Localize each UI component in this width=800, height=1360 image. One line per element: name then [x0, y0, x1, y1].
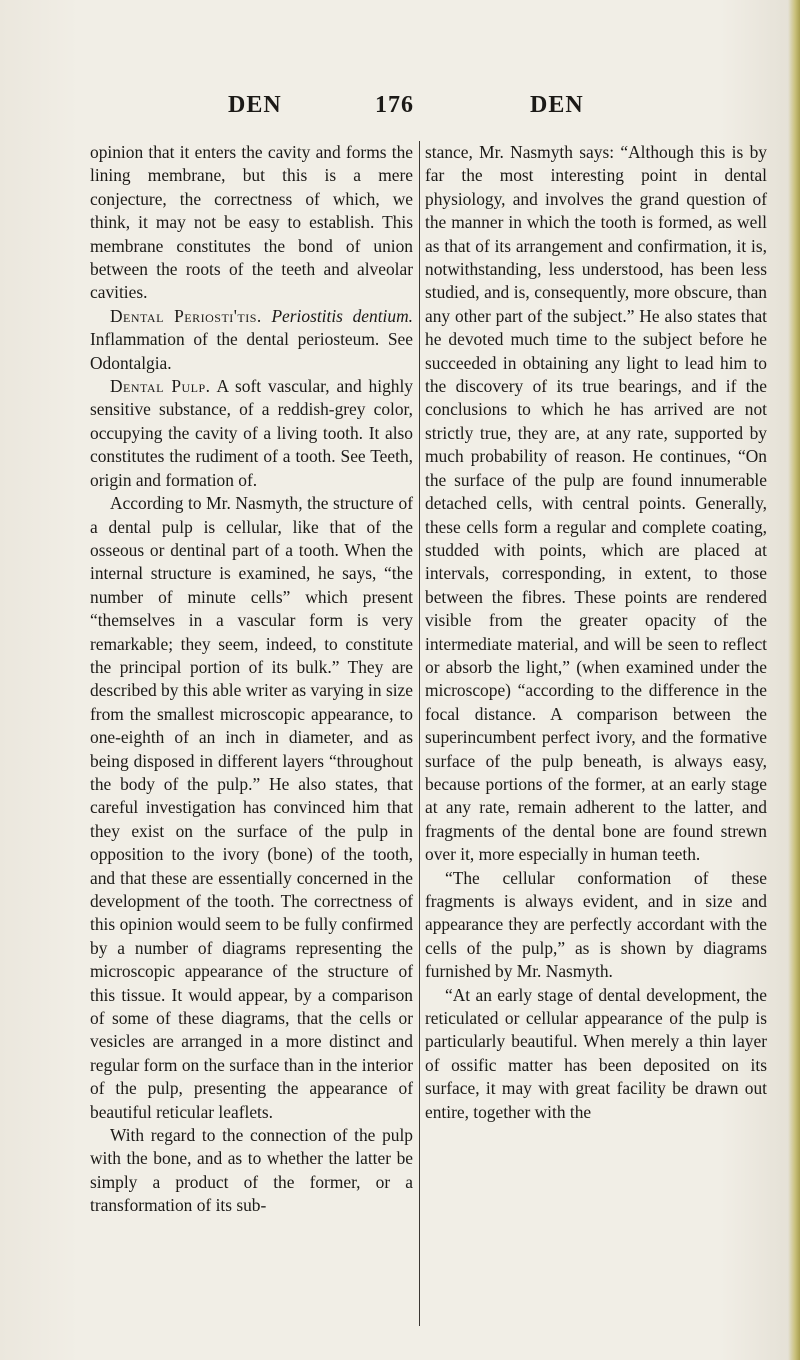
header-right-word: DEN	[530, 92, 584, 118]
paragraph-continuation: stance, Mr. Nasmyth says: “Although this is by far the most interesting point in dental physiology, and involves the grand question of the manner in which the tooth is formed, as well as that of its arrangement and confirmation, it is, notwithstanding, less understood, has been less studied, and is, consequently, more obscure, than any other part of the subject.” He also states that he devoted much time to the subject before he succeeded in obtaining any light to lead him to the discovery of its true bearings, and if the conclusions to which he has arrived are not strictly true, they are, at any rate, supported by much probability of reason. He continues, “On the surface of the pulp are found innumerable detached cells, with central points. Generally, these cells form a regular and complete coating, studded with points, which are placed at intervals, corresponding, in extent, to those between the fibres. These points are rendered visible from the greater opacity of the intermediate material, and will be seen to reflect or absorb the light,” (when examined under the microscope) “according to the difference in the focal distance. A comparison between the superincumbent perfect ivory, and the formative surface of the pulp beneath, is always easy, because portions of the former, at an early stage at any rate, remain adherent to the latter, and fragments of the dental bone are found strewn over it, more especially in human teeth.	[425, 142, 767, 865]
entry-latin-name: Periostitis dentium.	[271, 305, 413, 326]
entry-headword: Dental Periosti'tis.	[110, 305, 262, 326]
paragraph-cellular-conformation: “The cellular conformation of these fragments is always evident, and in size and appearance they are perfectly accordant with the cells of the pulp,” as is shown by diagrams furnished by Mr. Nasmyth.	[425, 867, 767, 982]
page-edge	[788, 0, 800, 1360]
paragraph-continuation: opinion that it enters the cavity and forms the lining membrane, but this is a mere conjecture, the correctness of which, we think, it may not be easy to establish. This membrane constitutes the bond of union between the roots of the teeth and alveolar cavities.	[90, 142, 413, 303]
entry-headword: Dental Pulp.	[110, 376, 211, 397]
paragraph-early-stage: “At an early stage of dental development, the reticulated or cellular appearance of the pulp is particularly beautiful. When merely a thin layer of ossific matter has been deposited on its surface, it may with great facility be drawn out entire, together with the	[425, 984, 767, 1122]
page-number: 176	[375, 92, 414, 118]
left-column	[90, 141, 413, 1218]
paragraph-nasmyth-structure: According to Mr. Nasmyth, the structure of a dental pulp is cellular, like that of the osseous or dentinal part of a tooth. When the internal structure is examined, he says, “the number of minute cells” which present “themselves in a vascular form is very remarkable; they seem, indeed, to constitute the principal portion of its bulk.” They are described by this able writer as varying in size from the smallest microscopic appearance, to one-eighth of an inch in diameter, and as being disposed in different layers “throughout the body of the pulp.” He also states, that careful investigation has convinced him that they exist on the surface of the pulp in opposition to the ivory (bone) of the tooth, and that these are essentially concerned in the development of the tooth. The correctness of this opinion would seem to be fully confirmed by a number of diagrams representing the microscopic appearance of the structure of this tissue. It would appear, by a comparison of some of these diagrams, that the cells or vesicles are arranged in a more distinct and regular form on the surface than in the interior of the pulp, presenting the appearance of beautiful reticular leaflets.	[90, 493, 413, 1122]
right-column	[425, 141, 767, 1124]
header-left-word: DEN	[228, 92, 282, 118]
entry-dental-pulp	[90, 375, 413, 492]
entry-definition: A soft vascular, and highly sensitive substance, of a reddish-grey color, occupying the cavity of a living tooth. It also constitutes the rudiment of a tooth. See Teeth, origin and formation of.	[90, 376, 413, 490]
paragraph-pulp-connection: With regard to the connection of the pulp with the bone, and as to whether the latter be simply a product of the former, or a transformation of its sub-	[90, 1125, 413, 1216]
column-divider	[419, 141, 420, 1326]
entry-definition: Inflammation of the dental periosteum. See Odontalgia.	[90, 329, 413, 373]
entry-dental-periostitis	[90, 305, 413, 375]
running-header	[0, 92, 800, 122]
